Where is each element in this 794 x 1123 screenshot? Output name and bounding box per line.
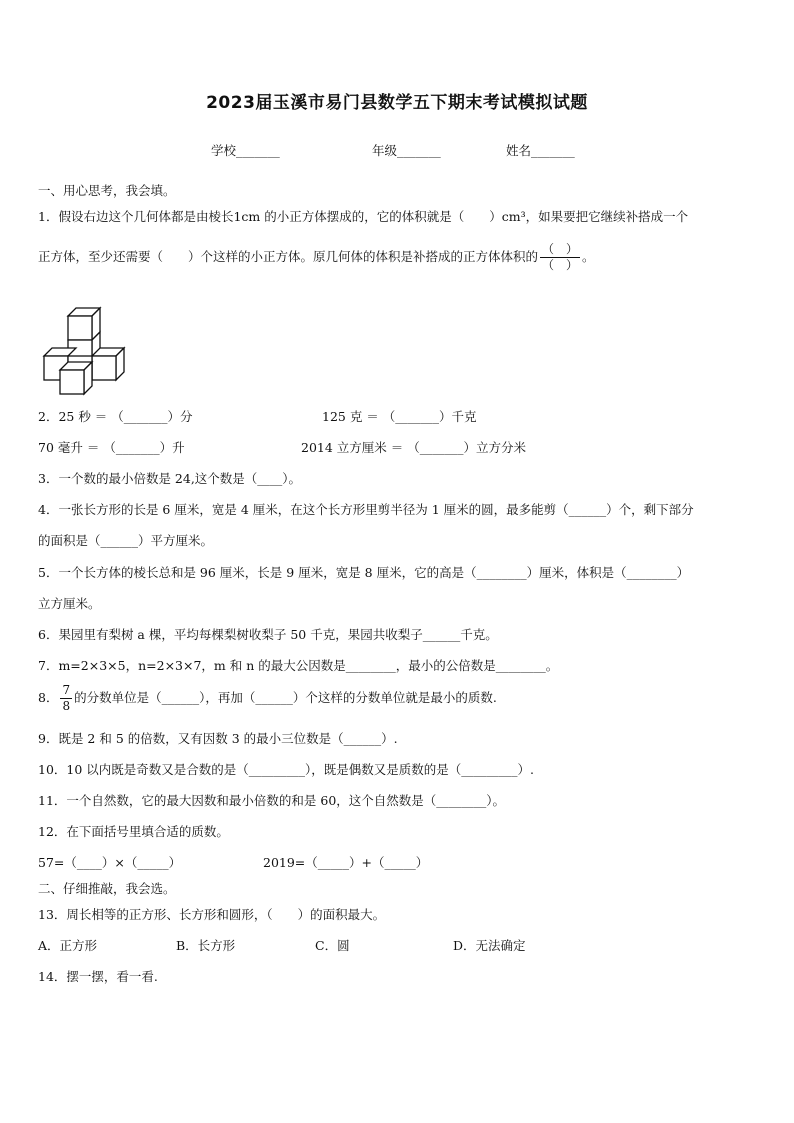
- question-8-fraction: [60, 683, 72, 714]
- question-4-line-1: 4．一张长方形的长是 6 厘米，宽是 4 厘米，在这个长方形里剪半径为 1 厘米的圆，最多能剪（______）个，剩下部分: [38, 502, 694, 517]
- question-8-number: 8．: [38, 690, 59, 705]
- question-2-c: 70 毫升 ＝ （_______）升: [38, 440, 185, 455]
- fraction-numerator: （ ）: [542, 242, 579, 256]
- fraction-denominator: 8: [62, 699, 71, 713]
- question-2-b: 125 克 ＝ （_______）千克: [322, 409, 477, 424]
- grade-field: 年级_______: [372, 143, 441, 158]
- cube-front-face: [60, 370, 84, 394]
- question-1-fraction: [540, 242, 580, 273]
- question-12-stem: 12．在下面括号里填合适的质数。: [38, 824, 229, 839]
- question-6: 6．果园里有梨树 a 棵，平均每棵梨树收梨子 50 千克，果园共收梨子______千克。: [38, 627, 498, 642]
- question-3: 3．一个数的最小倍数是 24,这个数是（____）。: [38, 471, 302, 486]
- question-10: 10．10 以内既是奇数又是合数的是（_________），既是偶数又是质数的是（_________）.: [38, 762, 535, 777]
- question-9: 9．既是 2 和 5 的倍数，又有因数 3 的最小三位数是（______）.: [38, 731, 398, 746]
- fraction-denominator: （ ）: [542, 258, 579, 272]
- question-13-stem: 13．周长相等的正方形、长方形和圆形，（ ）的面积最大。: [38, 907, 386, 922]
- question-14: 14．摆一摆，看一看.: [38, 969, 158, 984]
- section-1-heading: 一、用心思考，我会填。: [38, 183, 176, 198]
- cube-front-face: [92, 356, 116, 380]
- question-13-option-a: A．正方形: [38, 938, 98, 953]
- question-13-option-c: C．圆: [315, 938, 350, 953]
- question-12-b: 2019=（_____）+（_____）: [263, 855, 429, 870]
- exam-title: 2023届玉溪市易门县数学五下期末考试模拟试题: [206, 93, 588, 113]
- question-13-option-d: D．无法确定: [453, 938, 526, 953]
- question-1-line-2-text: 正方体，至少还需要（ ）个这样的小正方体。原几何体的体积是补搭成的正方体体积的: [38, 249, 539, 264]
- question-4-line-2: 的面积是（______）平方厘米。: [38, 533, 214, 548]
- cube-front-face: [68, 316, 92, 340]
- name-field: 姓名_______: [506, 143, 575, 158]
- question-11: 11．一个自然数，它的最大因数和最小倍数的和是 60，这个自然数是（________）。: [38, 793, 506, 808]
- fraction-numerator: 7: [62, 683, 71, 697]
- section-2-heading: 二、仔细推敲，我会选。: [38, 881, 176, 896]
- question-7: 7．m=2×3×5，n=2×3×7，m 和 n 的最大公因数是________，最小的公倍数是________。: [38, 658, 559, 673]
- question-12-a: 57=（____）×（_____）: [38, 855, 182, 870]
- question-5-line-2: 立方厘米。: [38, 596, 101, 611]
- question-1-line-2: [38, 242, 595, 273]
- question-1-end: 。: [582, 249, 595, 264]
- school-field: 学校_______: [211, 143, 280, 158]
- question-8: [38, 683, 497, 714]
- question-5-line-1: 5．一个长方体的棱长总和是 96 厘米，长是 9 厘米，宽是 8 厘米，它的高是（________）厘米，体积是（________）: [38, 565, 690, 580]
- question-2-d: 2014 立方厘米 ＝ （_______）立方分米: [301, 440, 526, 455]
- question-2-a: 2．25 秒 ＝ （_______）分: [38, 409, 193, 424]
- question-1-line-1: 1．假设右边这个几何体都是由棱长1cm 的小正方体摆成的，它的体积就是（ ）cm³，如果要把它继续补搭成一个: [38, 209, 689, 224]
- question-8-text: 的分数单位是（______），再加（______）个这样的分数单位就是最小的质数.: [74, 690, 497, 705]
- cube-stack-figure: [40, 300, 136, 396]
- question-13-option-b: B．长方形: [176, 938, 236, 953]
